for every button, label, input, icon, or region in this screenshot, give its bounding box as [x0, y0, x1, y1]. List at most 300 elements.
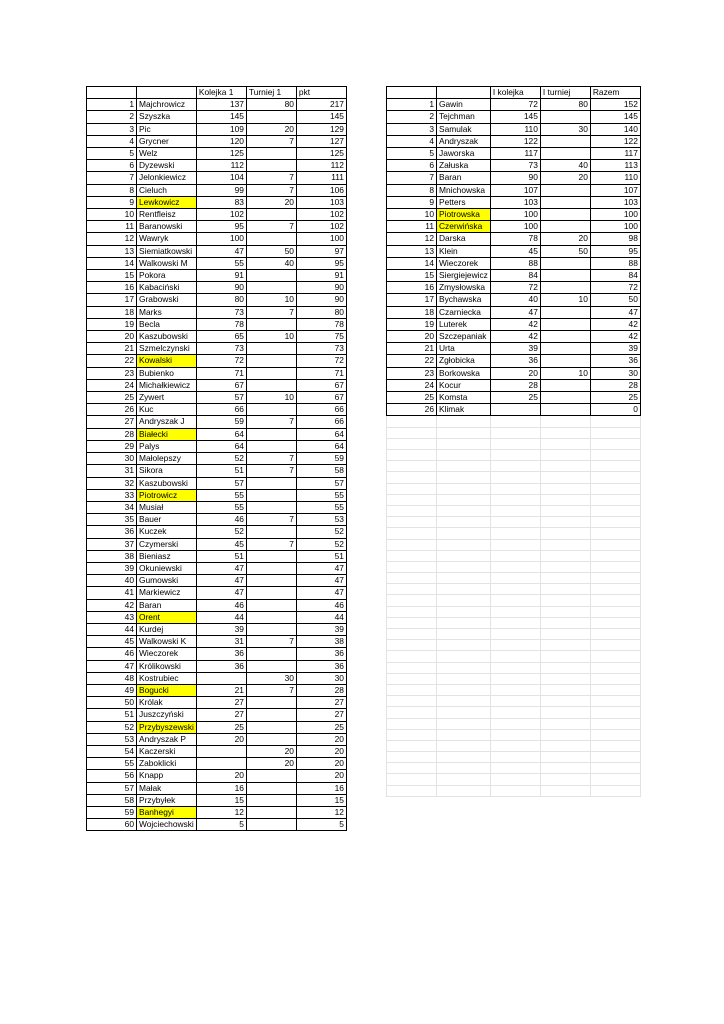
total-cell: 91 [296, 270, 346, 282]
rank-cell: 15 [87, 270, 137, 282]
tournament1-cell [246, 599, 296, 611]
name-cell: Kaszubowski [137, 331, 197, 343]
empty-row [387, 752, 641, 763]
rank-cell: 14 [87, 257, 137, 269]
table-row [87, 758, 347, 770]
empty-cell [387, 617, 437, 628]
empty-cell [387, 461, 437, 472]
table-row [87, 794, 347, 806]
rank-cell: 44 [87, 623, 137, 635]
empty-cell [387, 528, 437, 539]
total-cell: 102 [296, 209, 346, 221]
table-row [87, 538, 347, 550]
table-row [387, 209, 641, 221]
empty-cell [437, 606, 491, 617]
total-cell: 125 [296, 148, 346, 160]
empty-cell [540, 707, 590, 718]
rank-cell: 24 [387, 379, 437, 391]
table-row [87, 123, 347, 135]
table-row [87, 648, 347, 660]
empty-cell [490, 785, 540, 796]
empty-cell [540, 684, 590, 695]
empty-cell [387, 472, 437, 483]
table-row [87, 819, 347, 831]
rank-cell: 54 [87, 745, 137, 757]
empty-row [387, 416, 641, 427]
round1-cell: 57 [196, 477, 246, 489]
total-cell: 12 [296, 806, 346, 818]
empty-cell [437, 505, 491, 516]
empty-row [387, 718, 641, 729]
empty-cell [490, 573, 540, 584]
round1-cell: 47 [196, 245, 246, 257]
empty-cell [437, 763, 491, 774]
rank-cell: 25 [87, 392, 137, 404]
round1-cell: 117 [490, 148, 540, 160]
name-cell: Jelonkiewicz [137, 172, 197, 184]
total-cell: 78 [296, 318, 346, 330]
name-cell: Markiewicz [137, 587, 197, 599]
rank-cell: 45 [87, 636, 137, 648]
empty-cell [437, 494, 491, 505]
empty-cell [490, 438, 540, 449]
rank-cell: 14 [387, 257, 437, 269]
total-cell: 15 [296, 794, 346, 806]
total-cell: 52 [296, 526, 346, 538]
rank-cell: 3 [87, 123, 137, 135]
rank-cell: 20 [387, 331, 437, 343]
name-cell: Siemiatkowski [137, 245, 197, 257]
header-row [387, 87, 641, 99]
rank-cell: 9 [387, 196, 437, 208]
name-header [437, 87, 491, 99]
empty-cell [437, 573, 491, 584]
total-cell: 100 [296, 233, 346, 245]
total-cell: 47 [296, 587, 346, 599]
rank-cell: 20 [87, 331, 137, 343]
rank-cell: 38 [87, 550, 137, 562]
table-row [87, 489, 347, 501]
round1-cell: 78 [490, 233, 540, 245]
round1-cell: 25 [196, 721, 246, 733]
table-row [87, 770, 347, 782]
name-cell: Klimak [437, 404, 491, 416]
left-ranking-table [86, 86, 347, 831]
table-row [387, 294, 641, 306]
rank-cell: 11 [387, 221, 437, 233]
empty-cell [387, 483, 437, 494]
total-cell: 42 [590, 318, 640, 330]
round1-cell: 36 [196, 648, 246, 660]
total-cell: 217 [296, 99, 346, 111]
table-row [87, 343, 347, 355]
total-cell: 112 [296, 160, 346, 172]
rank-cell: 49 [87, 684, 137, 696]
empty-cell [437, 438, 491, 449]
empty-cell [590, 651, 640, 662]
name-cell: Baran [137, 599, 197, 611]
name-cell: Szczepaniak [437, 331, 491, 343]
empty-cell [437, 539, 491, 550]
name-cell: Kuczek [137, 526, 197, 538]
total-cell: 98 [590, 233, 640, 245]
tournament1-cell [246, 550, 296, 562]
table-row [387, 111, 641, 123]
total-cell: 46 [296, 599, 346, 611]
rank-cell: 41 [87, 587, 137, 599]
empty-cell [540, 427, 590, 438]
tournament1-cell: 7 [246, 453, 296, 465]
empty-cell [387, 651, 437, 662]
tournament1-cell [246, 501, 296, 513]
total-cell: 30 [590, 367, 640, 379]
tournament1-cell: 7 [246, 684, 296, 696]
tournament1-cell [246, 489, 296, 501]
rank-cell: 2 [387, 111, 437, 123]
round1-cell: 47 [196, 575, 246, 587]
empty-cell [540, 651, 590, 662]
empty-row [387, 561, 641, 572]
total-cell: 5 [296, 819, 346, 831]
tournament1-cell [540, 148, 590, 160]
total-cell: 47 [296, 562, 346, 574]
total-cell: 67 [296, 392, 346, 404]
table-row [387, 306, 641, 318]
empty-cell [490, 606, 540, 617]
table-row [87, 148, 347, 160]
empty-cell [387, 606, 437, 617]
tournament1-cell [246, 733, 296, 745]
header-row [87, 87, 347, 99]
tournament1-cell: 7 [246, 416, 296, 428]
empty-cell [590, 584, 640, 595]
rank-header [87, 87, 137, 99]
empty-cell [590, 438, 640, 449]
table-row [87, 282, 347, 294]
total-cell: 27 [296, 697, 346, 709]
round1-cell: 47 [196, 562, 246, 574]
empty-cell [540, 595, 590, 606]
total-cell: 90 [296, 282, 346, 294]
empty-cell [490, 550, 540, 561]
tournament1-cell [540, 306, 590, 318]
rank-cell: 40 [87, 575, 137, 587]
table-row [387, 379, 641, 391]
empty-cell [437, 517, 491, 528]
empty-row [387, 785, 641, 796]
empty-row [387, 673, 641, 684]
round1-cell: 46 [196, 514, 246, 526]
name-cell: Zywert [137, 392, 197, 404]
table-row [387, 221, 641, 233]
empty-cell [590, 629, 640, 640]
round1-cell: 83 [196, 196, 246, 208]
empty-cell [590, 494, 640, 505]
total-cell: 53 [296, 514, 346, 526]
round1-header: Kolejka 1 [196, 87, 246, 99]
name-cell: Pic [137, 123, 197, 135]
empty-cell [387, 494, 437, 505]
empty-cell [540, 617, 590, 628]
empty-cell [540, 450, 590, 461]
empty-cell [387, 684, 437, 695]
empty-row [387, 763, 641, 774]
empty-cell [540, 416, 590, 427]
name-cell: Kostrubiec [137, 672, 197, 684]
table-row [87, 684, 347, 696]
rank-cell: 16 [87, 282, 137, 294]
total-cell: 152 [590, 99, 640, 111]
empty-cell [590, 729, 640, 740]
round1-cell: 145 [490, 111, 540, 123]
name-cell: Wojciechowski [137, 819, 197, 831]
rank-cell: 21 [387, 343, 437, 355]
name-cell: Przybyszewski [137, 721, 197, 733]
empty-cell [387, 785, 437, 796]
empty-cell [590, 617, 640, 628]
name-cell: Bauer [137, 514, 197, 526]
empty-cell [540, 662, 590, 673]
round1-cell: 55 [196, 489, 246, 501]
rank-cell: 26 [387, 404, 437, 416]
tournament1-cell: 7 [246, 135, 296, 147]
empty-cell [437, 651, 491, 662]
total-cell: 113 [590, 160, 640, 172]
rank-cell: 17 [387, 294, 437, 306]
empty-cell [490, 505, 540, 516]
total-cell: 66 [296, 404, 346, 416]
round1-cell: 84 [490, 270, 540, 282]
tournament1-cell: 7 [246, 306, 296, 318]
empty-cell [387, 696, 437, 707]
total-cell: 36 [590, 355, 640, 367]
rank-cell: 39 [87, 562, 137, 574]
table-row [87, 440, 347, 452]
total-cell: 42 [590, 331, 640, 343]
empty-row [387, 517, 641, 528]
empty-cell [540, 729, 590, 740]
empty-row [387, 740, 641, 751]
rank-cell: 4 [387, 135, 437, 147]
round1-cell: 59 [196, 416, 246, 428]
tournament1-cell: 7 [246, 538, 296, 550]
tournament1-cell [246, 270, 296, 282]
rank-cell: 8 [387, 184, 437, 196]
round1-cell: 52 [196, 526, 246, 538]
empty-cell [437, 640, 491, 651]
round1-cell: 5 [196, 819, 246, 831]
round1-cell: 95 [196, 221, 246, 233]
rank-cell: 52 [87, 721, 137, 733]
empty-cell [387, 718, 437, 729]
total-cell: 47 [590, 306, 640, 318]
round1-cell: 27 [196, 709, 246, 721]
tournament1-cell [246, 587, 296, 599]
name-cell: Królak [137, 697, 197, 709]
rank-cell: 2 [87, 111, 137, 123]
rank-cell: 37 [87, 538, 137, 550]
table-row [387, 404, 641, 416]
rank-cell: 26 [87, 404, 137, 416]
tournament1-cell [246, 282, 296, 294]
rank-cell: 51 [87, 709, 137, 721]
round1-cell: 64 [196, 440, 246, 452]
round1-cell: 65 [196, 331, 246, 343]
table-row [87, 465, 347, 477]
empty-cell [490, 416, 540, 427]
total-header: pkt [296, 87, 346, 99]
name-cell: Darska [437, 233, 491, 245]
table-row [387, 184, 641, 196]
empty-cell [387, 673, 437, 684]
table-row [87, 270, 347, 282]
empty-cell [490, 763, 540, 774]
table-row [87, 111, 347, 123]
name-cell: Michałkiewicz [137, 379, 197, 391]
rank-cell: 25 [387, 392, 437, 404]
empty-cell [387, 752, 437, 763]
rank-cell: 30 [87, 453, 137, 465]
name-cell: Bieniasz [137, 550, 197, 562]
table-row [87, 672, 347, 684]
empty-cell [490, 472, 540, 483]
empty-cell [590, 483, 640, 494]
round1-cell: 72 [490, 282, 540, 294]
name-cell: Petters [437, 196, 491, 208]
tournament1-cell: 20 [246, 123, 296, 135]
rank-cell: 7 [87, 172, 137, 184]
tournament1-cell [246, 233, 296, 245]
rank-cell: 42 [87, 599, 137, 611]
empty-row [387, 696, 641, 707]
round1-cell: 88 [490, 257, 540, 269]
empty-row [387, 438, 641, 449]
table-row [87, 550, 347, 562]
empty-cell [437, 528, 491, 539]
tournament1-cell [540, 209, 590, 221]
rank-cell: 53 [87, 733, 137, 745]
tournament1-cell: 7 [246, 184, 296, 196]
table-row [387, 367, 641, 379]
total-cell: 39 [296, 623, 346, 635]
empty-cell [437, 416, 491, 427]
round1-cell: 44 [196, 611, 246, 623]
total-cell: 59 [296, 453, 346, 465]
total-cell: 0 [590, 404, 640, 416]
empty-row [387, 550, 641, 561]
empty-cell [540, 494, 590, 505]
table-row [87, 99, 347, 111]
rank-cell: 27 [87, 416, 137, 428]
empty-cell [590, 707, 640, 718]
name-cell: Przybyłek [137, 794, 197, 806]
tournament1-cell: 80 [246, 99, 296, 111]
round1-cell: 71 [196, 367, 246, 379]
empty-row [387, 662, 641, 673]
name-cell: Becla [137, 318, 197, 330]
empty-cell [540, 461, 590, 472]
round1-cell: 64 [196, 428, 246, 440]
name-cell: Tejchman [437, 111, 491, 123]
tournament1-cell [246, 477, 296, 489]
name-cell: Piotrowska [437, 209, 491, 221]
empty-cell [490, 707, 540, 718]
tournament1-cell [246, 111, 296, 123]
empty-cell [590, 539, 640, 550]
round1-cell: 39 [196, 623, 246, 635]
tournament1-cell: 30 [540, 123, 590, 135]
tournament1-cell [246, 575, 296, 587]
round1-cell: 66 [196, 404, 246, 416]
tournament1-cell [246, 709, 296, 721]
rank-cell: 60 [87, 819, 137, 831]
rank-cell: 18 [87, 306, 137, 318]
empty-cell [437, 729, 491, 740]
empty-cell [387, 774, 437, 785]
name-cell: Kowalski [137, 355, 197, 367]
round1-cell: 102 [196, 209, 246, 221]
empty-row [387, 629, 641, 640]
empty-cell [590, 550, 640, 561]
table-row [87, 428, 347, 440]
empty-cell [387, 595, 437, 606]
rank-cell: 8 [87, 184, 137, 196]
table-row [387, 245, 641, 257]
total-cell: 51 [296, 550, 346, 562]
name-cell: Piotrowicz [137, 489, 197, 501]
tournament1-cell: 50 [246, 245, 296, 257]
table-row [87, 257, 347, 269]
empty-row [387, 539, 641, 550]
rank-cell: 29 [87, 440, 137, 452]
empty-cell [540, 472, 590, 483]
empty-cell [590, 740, 640, 751]
empty-row [387, 472, 641, 483]
rank-cell: 5 [87, 148, 137, 160]
empty-row [387, 707, 641, 718]
total-cell: 20 [296, 758, 346, 770]
total-cell: 47 [296, 575, 346, 587]
table-row [87, 477, 347, 489]
total-cell: 58 [296, 465, 346, 477]
empty-cell [590, 673, 640, 684]
total-cell: 140 [590, 123, 640, 135]
table-row [387, 343, 641, 355]
name-cell: Grycner [137, 135, 197, 147]
empty-row [387, 595, 641, 606]
round1-cell: 125 [196, 148, 246, 160]
name-cell: Dyzewski [137, 160, 197, 172]
name-cell: Palys [137, 440, 197, 452]
rank-cell: 15 [387, 270, 437, 282]
name-cell: Lewkowicz [137, 196, 197, 208]
total-cell: 64 [296, 428, 346, 440]
rank-cell: 7 [387, 172, 437, 184]
table-row [87, 721, 347, 733]
empty-row [387, 427, 641, 438]
table-row [87, 135, 347, 147]
empty-cell [490, 595, 540, 606]
rank-cell: 28 [87, 428, 137, 440]
empty-cell [490, 718, 540, 729]
right-ranking-table [386, 86, 641, 797]
rank-cell: 4 [87, 135, 137, 147]
name-cell: Kaszubowski [137, 477, 197, 489]
total-cell: 145 [590, 111, 640, 123]
name-cell: Andryszak J [137, 416, 197, 428]
table-row [87, 599, 347, 611]
empty-cell [490, 651, 540, 662]
